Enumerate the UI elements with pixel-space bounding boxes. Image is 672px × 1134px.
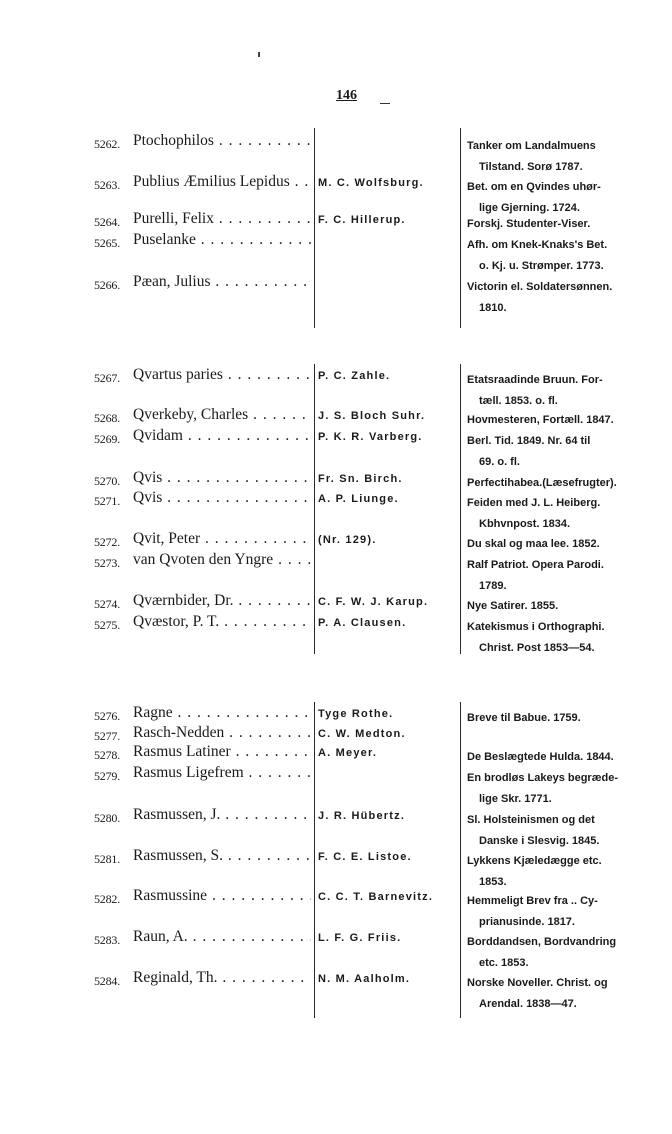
title-line: En brodløs Lakeys begræde- (467, 772, 618, 784)
entry-number: 5268. (94, 411, 121, 425)
title-line: 69. o. fl. (479, 455, 520, 468)
author: A. P. Liunge. (318, 493, 399, 505)
title-line: Ralf Patriot. Opera Parodi. (467, 559, 604, 571)
list-item (0, 530, 672, 552)
title-line: Forskj. Studenter-Viser. (467, 218, 591, 230)
title-line: Kbhvnpost. 1834. (479, 517, 571, 530)
pseudonym: Raun, A. . . . (133, 928, 311, 946)
author: M. C. Wolfsburg. (318, 177, 424, 189)
title-line: De Beslægtede Hulda. 1844. (467, 751, 614, 763)
title-line: etc. 1853. (479, 956, 529, 969)
pseudonym: Rasmussen, S. . . . (133, 847, 311, 865)
author: C. W. Medton. (318, 728, 406, 740)
author: L. F. G. Friis. (318, 932, 402, 944)
title-line: 1810. (479, 301, 507, 314)
list-item (0, 847, 672, 888)
entry-number: 5265. (94, 236, 121, 250)
author: P. K. R. Varberg. (318, 431, 423, 443)
work-title (467, 555, 635, 596)
pseudonym: Pæan, Julius . . . (133, 273, 311, 291)
title-line: Tilstand. Sorø 1787. (479, 160, 583, 173)
pseudonym: Purelli, Felix . . . (133, 210, 311, 228)
work-title (467, 851, 635, 892)
list-item (0, 469, 672, 491)
title-line: lige Skr. 1771. (479, 792, 552, 805)
title-line: Victorin el. Soldatersønnen. (467, 281, 613, 293)
entry-number: 5270. (94, 474, 121, 488)
entry-number: 5283. (94, 933, 121, 947)
work-title (467, 810, 635, 851)
pseudonym: Puselanke . . . (133, 231, 311, 249)
list-item (0, 704, 672, 726)
pseudonym: Qværnbider, Dr. . . . (133, 592, 311, 610)
author: Tyge Rothe. (318, 708, 394, 720)
title-line: Katekismus i Orthographi. (467, 621, 605, 633)
pseudonym: Qverkeby, Charles . . . (133, 406, 311, 424)
entry-number: 5262. (94, 137, 121, 151)
list-item (0, 427, 672, 468)
entry-number: 5272. (94, 535, 121, 549)
list-item (0, 210, 672, 232)
pseudonym: Rasmus Latiner . . . (133, 743, 311, 761)
author: P. A. Clausen. (318, 617, 407, 629)
work-title (467, 431, 635, 472)
title-line: Feiden med J. L. Heiberg. (467, 497, 601, 509)
title-line: o. Kj. u. Strømper. 1773. (479, 259, 604, 272)
entry-number: 5271. (94, 494, 121, 508)
entry-number: 5284. (94, 974, 121, 988)
pseudonym: Ptochophilos . . . (133, 132, 311, 150)
title-line: Lykkens Kjæledægge etc. (467, 855, 602, 867)
list-item (0, 231, 672, 272)
work-title (467, 973, 635, 1014)
list-item (0, 969, 672, 1010)
title-line: Afh. om Knek-Knaks's Bet. (467, 239, 608, 251)
author: (Nr. 129). (318, 534, 377, 546)
title-line: Tanker om Landalmuens (467, 140, 596, 152)
author: P. C. Zahle. (318, 370, 391, 382)
entry-number: 5263. (94, 178, 121, 192)
work-title (467, 932, 635, 973)
pseudonym: Rasch-Nedden . . . (133, 724, 311, 742)
list-item (0, 928, 672, 969)
entry-number: 5273. (94, 556, 121, 570)
pseudonym: Rasmus Ligefrem . . . (133, 764, 311, 782)
title-line: 1853. (479, 875, 507, 888)
page-number: 146 (336, 88, 396, 104)
work-title (467, 370, 635, 411)
list-item (0, 806, 672, 847)
title-line: 1789. (479, 579, 507, 592)
author: N. M. Aalholm. (318, 973, 411, 985)
ink-speck (258, 52, 260, 57)
list-item (0, 273, 672, 314)
title-line: tæll. 1853. o. fl. (479, 394, 558, 407)
title-line: Breve til Babue. 1759. (467, 712, 581, 724)
pseudonym: Publius Æmilius Lepidus . . . (133, 173, 315, 191)
pseudonym: Qvidam . . . (133, 427, 311, 445)
entry-number: 5278. (94, 748, 121, 762)
pseudonym: Qvæstor, P. T. . . . (133, 613, 311, 631)
pseudonym: Qvis . . . (133, 489, 311, 507)
entry-number: 5280. (94, 811, 121, 825)
pseudonym: Qvis . . . (133, 469, 311, 487)
list-item (0, 764, 672, 805)
entry-number: 5277. (94, 729, 121, 743)
title-line: Sl. Holsteinismen og det (467, 814, 595, 826)
list-item (0, 613, 672, 654)
title-line: Borddandsen, Bordvandring (467, 936, 617, 948)
list-item (0, 887, 672, 928)
pseudonym: Ragne . . . (133, 704, 311, 722)
entry-number: 5276. (94, 709, 121, 723)
title-line: lige Gjerning. 1724. (479, 201, 580, 214)
title-line: Hemmeligt Brev fra .. Cy- (467, 895, 598, 907)
title-line: Norske Noveller. Christ. og (467, 977, 608, 989)
pseudonym: van Qvoten den Yngre . . . (133, 551, 311, 569)
entry-number: 5269. (94, 432, 121, 446)
pseudonym: Rasmussine . . . (133, 887, 311, 905)
list-item (0, 406, 672, 428)
title-line: prianusinde. 1817. (479, 915, 575, 928)
author: C. F. W. J. Karup. (318, 596, 429, 608)
title-line: Bet. om en Qvindes uhør- (467, 181, 601, 193)
entry-number: 5275. (94, 618, 121, 632)
title-line: Nye Satirer. 1855. (467, 600, 559, 612)
list-item (0, 489, 672, 530)
entry-number: 5279. (94, 769, 121, 783)
author: Fr. Sn. Birch. (318, 473, 403, 485)
pseudonym: Qvit, Peter . . . (133, 530, 311, 548)
work-title (467, 617, 635, 658)
work-title (467, 891, 635, 932)
pseudonym: Qvartus paries . . . (133, 366, 311, 384)
list-item (0, 551, 672, 592)
entry-number: 5267. (94, 371, 121, 385)
author: A. Meyer. (318, 747, 378, 759)
author: J. R. Hübertz. (318, 810, 406, 822)
title-line: Berl. Tid. 1849. Nr. 64 til (467, 435, 591, 447)
title-line: Arendal. 1838—47. (479, 997, 577, 1010)
work-title (467, 768, 635, 809)
pseudonym: Rasmussen, J. . . . (133, 806, 311, 824)
entry-number: 5282. (94, 892, 121, 906)
list-item (0, 743, 672, 765)
entry-number: 5264. (94, 215, 121, 229)
work-title (467, 493, 635, 534)
work-title (467, 136, 635, 177)
author: F. C. Hillerup. (318, 214, 406, 226)
entry-number: 5281. (94, 852, 121, 866)
author: F. C. E. Listoe. (318, 851, 412, 863)
title-line: Danske i Slesvig. 1845. (479, 834, 600, 847)
work-title (467, 277, 635, 318)
list-item (0, 173, 672, 214)
title-line: Hovmesteren, Fortæll. 1847. (467, 414, 614, 426)
list-item (0, 132, 672, 173)
title-line: Perfectihabea.(Læsefrugter). (467, 477, 617, 489)
entry-number: 5274. (94, 597, 121, 611)
list-item (0, 366, 672, 407)
title-line: Christ. Post 1853—54. (479, 641, 595, 654)
work-title (467, 235, 635, 276)
author: C. C. T. Barnevitz. (318, 891, 434, 903)
author: J. S. Bloch Suhr. (318, 410, 426, 422)
pseudonym: Reginald, Th. . . . (133, 969, 311, 987)
title-line: Etatsraadinde Bruun. For- (467, 374, 603, 386)
entry-number: 5266. (94, 278, 121, 292)
title-line: Du skal og maa lee. 1852. (467, 538, 600, 550)
list-item (0, 592, 672, 614)
